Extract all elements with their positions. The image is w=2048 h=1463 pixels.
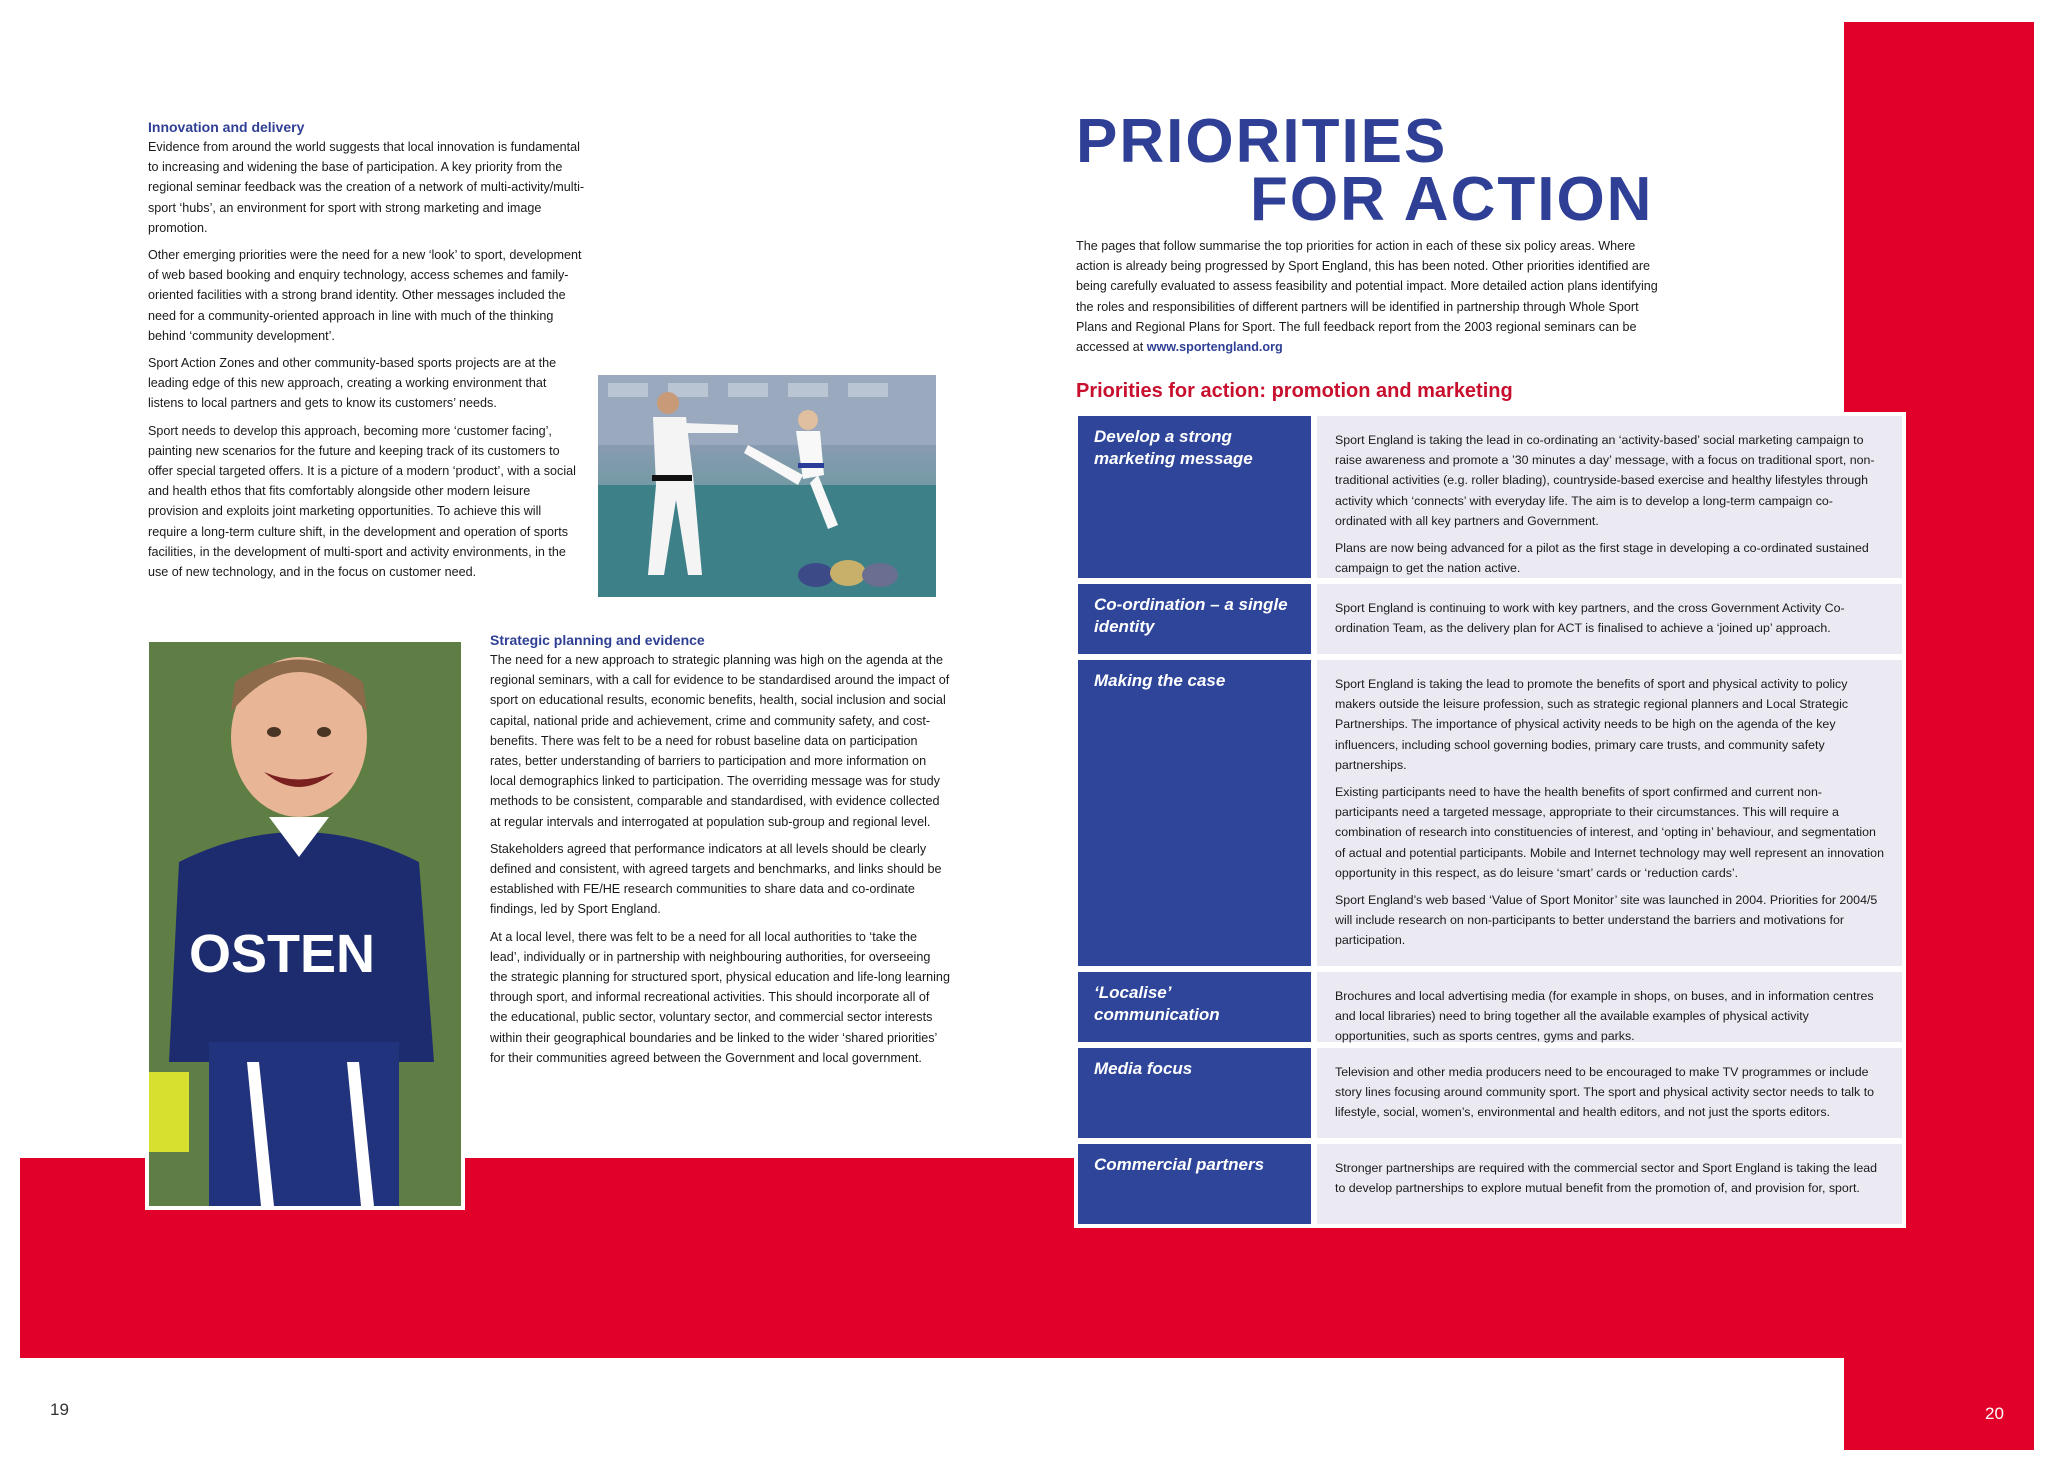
priority-body (1317, 584, 1902, 654)
priority-label: Commercial partners (1078, 1144, 1311, 1224)
sportengland-link[interactable]: www.sportengland.org (1146, 340, 1283, 355)
priority-row (1078, 972, 1902, 1042)
innovation-paragraph: Sport needs to develop this approach, becoming more ‘customer facing’, painting new scenarios for the future and keeping track of its customers to offer special targeted offers. It is a picture of a modern ‘product’, with a social and health ethos that fits comfortably alongside other modern leisure provision and exploits joint marketing opportunities. To achieve this will require a long-term culture shift, in the development and operation of sports facilities, in the development of multi-sport and activity environments, in the use of new technology, and in the focus on customer need. (148, 423, 576, 580)
strategic-paragraph: At a local level, there was felt to be a need for all local authorities to ‘take the lead’, individually or in partnership with neighbouring authorities, for overseeing the strategic planning for structured sport, physical education and life-long learning through sport, and informal recreational activities. This should incorporate all of the educational, public sector, voluntary sector, and commercial sector interests within their geographical boundaries and be linked to the wider ‘shared priorities’ for their communities agreed between the Government and local government. (490, 929, 950, 1065)
priority-paragraph: Sport England is taking the lead in co-ordinating an ‘activity-based’ social marketing campaign to raise awareness and promote a ’30 minutes a day’ message, with a focus on traditional sport, non-traditional activities (e.g. roller blading), countryside-based exercise and healthy lifestyles through activity which ‘connects’ with everyday life. The aim is to develop a long-term campaign co-ordinated with all key partners and Government. (1335, 433, 1875, 528)
karate-photo (598, 375, 936, 597)
intro-text (1076, 236, 1666, 357)
priority-paragraph: Sport England is continuing to work with key partners, and the cross Government Activity Co-ordination Team, as the delivery plan for ACT is finalised to achieve a ‘joined up’ approach. (1335, 601, 1845, 636)
priority-row (1078, 1048, 1902, 1138)
priority-row (1078, 1144, 1902, 1224)
innovation-paragraph: Evidence from around the world suggests that local innovation is fundamental to increasing and widening the base of participation. A key priority from the regional seminar feedback was the creation of a network of multi-activity/multi-sport ‘hubs’, an environment for sport with strong marketing and image promotion. (148, 140, 585, 235)
boy-photo (145, 638, 465, 1210)
intro-body: The pages that follow summarise the top priorities for action in each of these six policy areas. Where action is already being progressed by Sport England, this has been noted. Other priorities identified are being carefully evaluated to assess feasibility and potential impact. More detailed action plans identifying the roles and responsibilities of different partners will be identified in partnership through Whole Sport Plans and Regional Plans for Sport. The full feedback report from the 2003 regional seminars can be accessed at (1076, 239, 1658, 355)
priority-paragraph: Sport England is taking the lead to promote the benefits of sport and physical activity to policy makers outside the leisure profession, such as strategic regional planners and Local Strategic Partnerships. The importance of physical activity needs to be high on the agenda of the key influencers, including school governing bodies, primary care trusts, and community safety partnerships. (1335, 677, 1849, 772)
priority-row (1078, 416, 1902, 578)
priority-label: ‘Localise’ communication (1078, 972, 1311, 1042)
priorities-table (1074, 412, 1906, 1228)
strategic-paragraph: Stakeholders agreed that performance indicators at all levels should be clearly defined and consistent, with agreed targets and benchmarks, and links should be established with FE/HE research communities to share data and co-ordinate findings, led by Sport England. (490, 841, 942, 917)
priority-body (1317, 1144, 1902, 1224)
priority-paragraph: Brochures and local advertising media (for example in shops, on buses, and in information centres and local libraries) need to bring together all the available examples of physical activity opportunities, such as sports centres, gyms and parks. (1335, 989, 1874, 1044)
priority-label: Making the case (1078, 660, 1311, 966)
page-number-right: 20 (1985, 1404, 2004, 1423)
shirt-text: OSTEN (189, 924, 376, 984)
priority-paragraph: Television and other media producers need to be encouraged to make TV programmes or include story lines focusing around community sport. The sport and physical activity sector needs to talk to lifestyle, social, women’s, environmental and health editors, and not just the sports editors. (1335, 1065, 1875, 1120)
priority-paragraph: Plans are now being advanced for a pilot as the first stage in developing a co-ordinated sustained campaign to get the nation active. (1335, 541, 1869, 576)
priority-row (1078, 584, 1902, 654)
innovation-heading: Innovation and delivery (148, 119, 305, 135)
innovation-paragraph: Other emerging priorities were the need for a new ‘look’ to sport, development of web based booking and enquiry technology, access schemes and family-oriented facilities with a strong brand identity. Other messages included the need for a community-oriented approach in line with much of the thinking behind ‘community development’. (148, 248, 582, 343)
priority-paragraph: Existing participants need to have the health benefits of sport confirmed and current non-participants need a targeted message, appropriate to their circumstances. This will require a combination of research into constituencies of interest, and ‘opting in’ behaviour, and segmentation of actual and potential participants. Mobile and Internet technology may well represent an innovation opportunity in this respect, as do leisure ‘smart’ cards or ‘reduction cards’. (1335, 785, 1884, 880)
priority-paragraph: Sport England’s web based ‘Value of Sport Monitor’ site was launched in 2004. Priorities for 2004/5 will include research on non-participants to better understand the barriers and motivations for participation. (1335, 893, 1878, 948)
strategic-heading: Strategic planning and evidence (490, 632, 705, 648)
strategic-section (490, 630, 950, 1075)
boy-photo-illustration (149, 642, 461, 1206)
priority-label: Media focus (1078, 1048, 1311, 1138)
karate-photo-illustration (598, 375, 936, 597)
priority-label: Co-ordination – a single identity (1078, 584, 1311, 654)
strategic-paragraph: The need for a new approach to strategic planning was high on the agenda at the regional seminars, with a call for evidence to be standardised around the impact of sport on educational results, economic benefits, health, social inclusion and social capital, national pride and achievement, crime and community safety, and cost-benefits. There was felt to be a need for robust baseline data on participation rates, better understanding of barriers to participation and more information on local demographics linked to participation. The overriding message was for study methods to be consistent, comparable and standardised, with evidence collected at regular intervals and interrogated at population sub-group and regional level. (490, 653, 950, 829)
priority-row (1078, 660, 1902, 966)
innovation-paragraph: Sport Action Zones and other community-based sports projects are at the leading edge of this new approach, creating a working environment that listens to local partners and gets to know its customers’ needs. (148, 356, 557, 411)
page-number-left: 19 (50, 1400, 69, 1419)
section-title: Priorities for action: promotion and marketing (1076, 380, 1513, 402)
priority-label: Develop a strong marketing message (1078, 416, 1311, 578)
title-line-2: FOR ACTION (1250, 165, 1654, 234)
innovation-section (148, 117, 593, 589)
priority-paragraph: Stronger partnerships are required with the commercial sector and Sport England is taking the lead to develop partnerships to explore mutual benefit from the promotion of, and provision for, sport. (1335, 1161, 1878, 1196)
priority-body (1317, 1048, 1902, 1138)
priority-body (1317, 416, 1902, 578)
title-line-1: PRIORITIES (1076, 107, 1448, 176)
priority-body (1317, 972, 1902, 1042)
priority-body (1317, 660, 1902, 966)
